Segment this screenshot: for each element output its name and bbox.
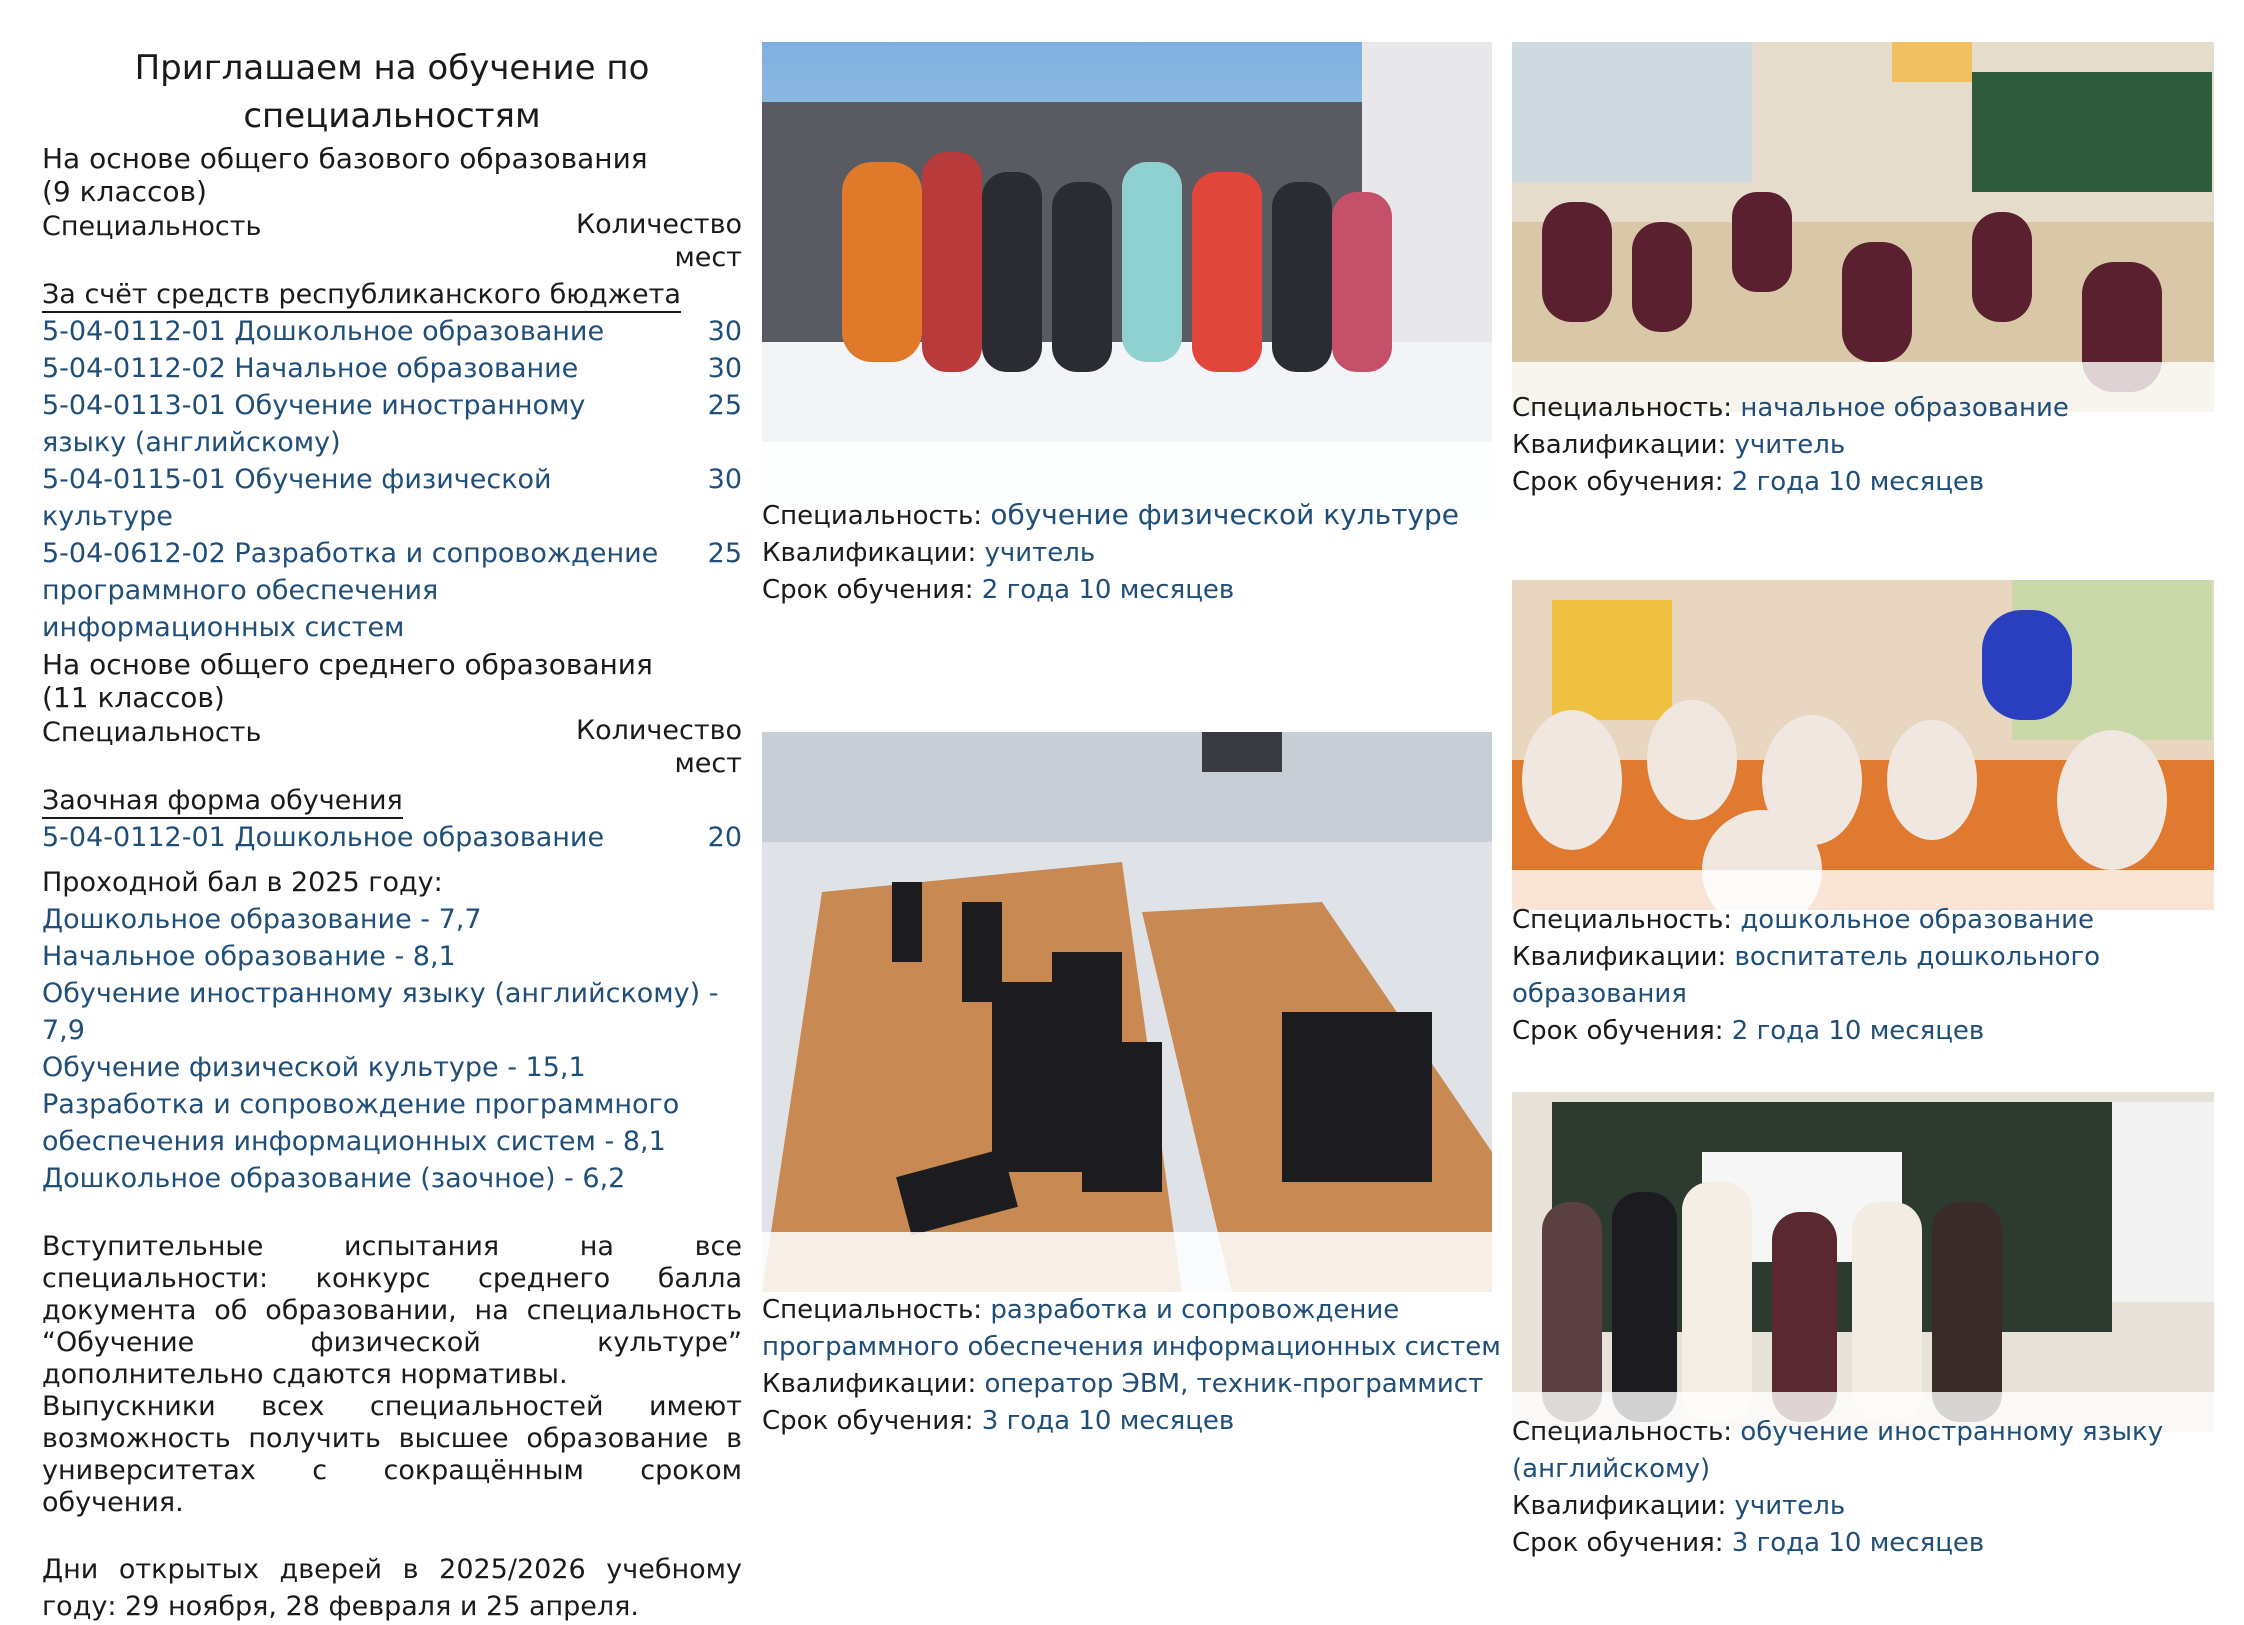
exams-text: Вступительные испытания на все специальности: конкурс среднего балла документа об образовании, на специальность “Обучение физической культуре” дополнительно сдаются нормативы. xyxy=(42,1231,742,1390)
correspondence-label: Заочная форма обучения xyxy=(42,784,403,819)
photo-primary-classroom xyxy=(1512,42,2214,412)
table-row: 5-04-0112-02 Начальное образование 30 xyxy=(42,353,742,384)
photo-skiers xyxy=(762,42,1492,520)
secondary-table-header xyxy=(42,714,742,780)
list-item: Разработка и сопровождение программного обеспечения информационных систем - 8,1 xyxy=(42,1089,680,1157)
table-row: 5-04-0113-01 Обучение иностранному языку (английскому) 25 xyxy=(42,390,742,458)
table-row: 5-04-0115-01 Обучение физической культуре 30 xyxy=(42,464,742,532)
list-item: Начальное образование - 8,1 xyxy=(42,941,456,972)
table-row: 5-04-0612-02 Разработка и сопровождение программного обеспечения информационных систем 25 xyxy=(42,538,742,643)
graduates-text: Выпускники всех специальностей имеют возможность получить высшее образование в университетах с сокращённым сроком обучения. xyxy=(42,1391,742,1518)
table-row: 5-04-0112-01 Дошкольное образование 30 xyxy=(42,316,742,347)
left-column xyxy=(42,44,742,1625)
list-item: Дошкольное образование - 7,7 xyxy=(42,904,482,935)
passing-heading: Проходной бал в 2025 году: xyxy=(42,867,443,898)
photo-english-group xyxy=(1512,1092,2214,1432)
caption-english: Специальность: обучение иностранному языку (английскому) Квалификации: учитель Срок обучения: 3 года 10 месяцев xyxy=(1512,1417,2164,1558)
page-title: Приглашаем на обучение по специальностям xyxy=(134,48,650,136)
basic-table-header xyxy=(42,208,742,274)
list-item: Обучение иностранному языку (английскому) - 7,9 xyxy=(42,978,719,1046)
caption-it: Специальность: разработка и сопровождение программного обеспечения информационных систем Квалификации: оператор ЭВМ, техник-программист Срок обучения: 3 года 10 месяцев xyxy=(762,1295,1501,1436)
caption-primary: Специальность: начальное образование Квалификации: учитель Срок обучения: 2 года 10 месяцев xyxy=(1512,393,2069,497)
basic-heading: На основе общего базового образования (9 классов) xyxy=(42,142,648,208)
photo-preschool xyxy=(1512,580,2214,910)
col-quantity: Количество мест xyxy=(575,715,742,779)
col-quantity: Количество мест xyxy=(575,209,742,273)
caption-preschool: Специальность: дошкольное образование Квалификации: воспитатель дошкольного образования Срок обучения: 2 года 10 месяцев xyxy=(1512,905,2101,1046)
photo-computer-lab xyxy=(762,732,1492,1292)
list-item: Обучение физической культуре - 15,1 xyxy=(42,1052,586,1083)
col-specialty: Специальность xyxy=(42,717,262,748)
list-item: Дошкольное образование (заочное) - 6,2 xyxy=(42,1163,626,1194)
caption-pe: Специальность: обучение физической культуре Квалификации: учитель Срок обучения: 2 года 10 месяцев xyxy=(762,498,1459,605)
basic-specialty-list xyxy=(42,313,742,646)
passing-scores xyxy=(42,864,742,1197)
col-specialty: Специальность xyxy=(42,211,262,242)
table-row: 5-04-0112-01 Дошкольное образование 20 xyxy=(42,822,742,853)
open-days-text: Дни открытых дверей в 2025/2026 учебному году: 29 ноября, 28 февраля и 25 апреля. xyxy=(42,1554,742,1622)
budget-label: За счёт средств республиканского бюджета xyxy=(42,278,681,313)
secondary-heading: На основе общего среднего образования (11 классов) xyxy=(42,648,653,714)
